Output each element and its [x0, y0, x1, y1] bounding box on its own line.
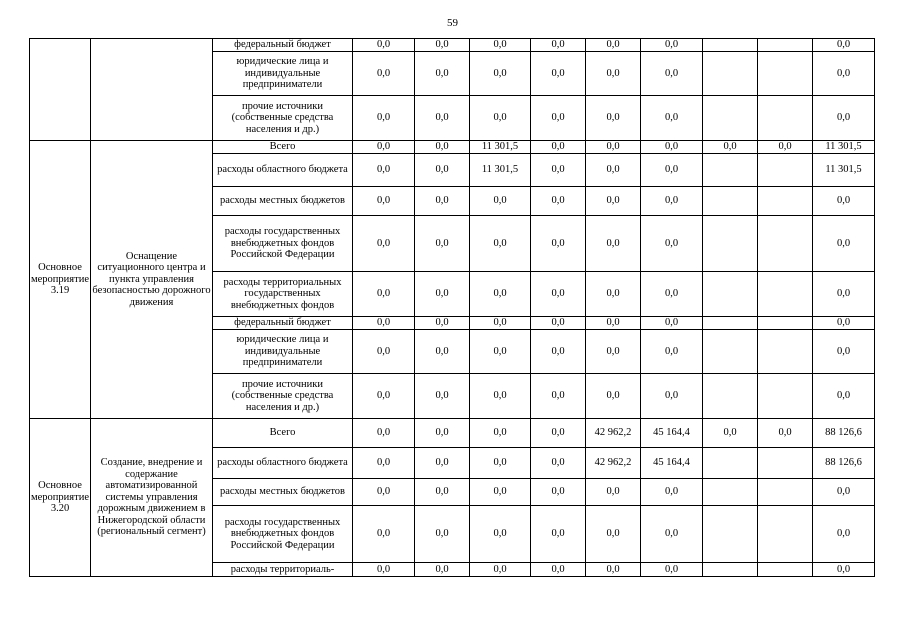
value-cell: 0,0 [586, 317, 641, 330]
value-cell: 0,0 [641, 374, 703, 419]
value-cell: 42 962,2 [586, 419, 641, 448]
value-cell: 0,0 [813, 330, 875, 374]
value-cell: 0,0 [531, 419, 586, 448]
value-cell [703, 317, 758, 330]
value-cell: 0,0 [531, 96, 586, 141]
value-cell [703, 272, 758, 317]
funding-source-cell: прочие источники (собственные средства населения и др.) [213, 96, 353, 141]
value-cell: 0,0 [415, 216, 470, 272]
value-cell: 42 962,2 [586, 448, 641, 479]
table-row [30, 39, 875, 52]
value-cell: 0,0 [641, 272, 703, 317]
value-cell: 0,0 [586, 330, 641, 374]
value-cell: 0,0 [353, 141, 415, 154]
value-cell: 0,0 [470, 187, 531, 216]
value-cell [703, 96, 758, 141]
value-cell: 0,0 [641, 317, 703, 330]
funding-source-cell: федеральный бюджет [213, 317, 353, 330]
funding-source-cell: расходы государственных внебюджетных фондов Российской Федерации [213, 216, 353, 272]
value-cell: 0,0 [353, 330, 415, 374]
value-cell: 0,0 [415, 272, 470, 317]
value-cell: 11 301,5 [813, 141, 875, 154]
funding-source-cell: федеральный бюджет [213, 39, 353, 52]
value-cell: 0,0 [415, 479, 470, 506]
value-cell: 0,0 [531, 187, 586, 216]
value-cell: 0,0 [531, 216, 586, 272]
value-cell: 0,0 [415, 563, 470, 577]
value-cell: 0,0 [813, 96, 875, 141]
value-cell: 0,0 [641, 506, 703, 563]
value-cell: 0,0 [586, 187, 641, 216]
value-cell [703, 448, 758, 479]
value-cell: 88 126,6 [813, 419, 875, 448]
value-cell: 0,0 [470, 96, 531, 141]
value-cell: 0,0 [813, 317, 875, 330]
value-cell: 0,0 [415, 154, 470, 187]
description-cell [91, 39, 213, 141]
value-cell: 0,0 [758, 141, 813, 154]
value-cell: 0,0 [415, 330, 470, 374]
event-cell: Основное мероприятие 3.20 [30, 419, 91, 577]
value-cell: 0,0 [470, 419, 531, 448]
value-cell: 0,0 [531, 479, 586, 506]
value-cell: 0,0 [586, 52, 641, 96]
value-cell: 0,0 [531, 154, 586, 187]
value-cell: 0,0 [586, 563, 641, 577]
value-cell [703, 39, 758, 52]
value-cell: 11 301,5 [813, 154, 875, 187]
value-cell: 0,0 [531, 374, 586, 419]
value-cell: 0,0 [415, 506, 470, 563]
value-cell: 0,0 [353, 96, 415, 141]
value-cell: 0,0 [531, 506, 586, 563]
value-cell: 0,0 [353, 506, 415, 563]
value-cell [703, 563, 758, 577]
value-cell: 0,0 [813, 479, 875, 506]
value-cell: 11 301,5 [470, 154, 531, 187]
table-row [30, 419, 875, 448]
value-cell [758, 216, 813, 272]
value-cell: 0,0 [353, 479, 415, 506]
value-cell [758, 330, 813, 374]
value-cell: 0,0 [470, 479, 531, 506]
value-cell: 0,0 [353, 154, 415, 187]
value-cell: 0,0 [586, 479, 641, 506]
value-cell [758, 39, 813, 52]
value-cell: 0,0 [586, 39, 641, 52]
value-cell: 0,0 [470, 563, 531, 577]
funding-source-cell: прочие источники (собственные средства населения и др.) [213, 374, 353, 419]
value-cell: 0,0 [470, 374, 531, 419]
value-cell [758, 272, 813, 317]
value-cell: 0,0 [641, 154, 703, 187]
funding-source-cell: расходы областного бюджета [213, 154, 353, 187]
funding-source-cell: юридические лица и индивидуальные предприниматели [213, 52, 353, 96]
funding-source-cell: расходы областного бюджета [213, 448, 353, 479]
value-cell: 45 164,4 [641, 419, 703, 448]
value-cell: 0,0 [415, 141, 470, 154]
value-cell: 0,0 [470, 216, 531, 272]
value-cell: 0,0 [415, 317, 470, 330]
value-cell: 0,0 [813, 506, 875, 563]
value-cell: 0,0 [813, 216, 875, 272]
value-cell: 0,0 [353, 317, 415, 330]
value-cell [758, 52, 813, 96]
value-cell [703, 506, 758, 563]
value-cell: 0,0 [586, 154, 641, 187]
value-cell: 0,0 [586, 216, 641, 272]
value-cell: 0,0 [353, 272, 415, 317]
value-cell: 0,0 [470, 39, 531, 52]
value-cell: 0,0 [641, 39, 703, 52]
value-cell: 0,0 [703, 141, 758, 154]
value-cell: 0,0 [415, 52, 470, 96]
value-cell: 0,0 [531, 272, 586, 317]
value-cell: 0,0 [813, 272, 875, 317]
value-cell: 0,0 [470, 52, 531, 96]
value-cell: 0,0 [531, 448, 586, 479]
value-cell: 0,0 [641, 479, 703, 506]
value-cell: 0,0 [586, 272, 641, 317]
description-cell: Оснащение ситуационного центра и пункта управления безопасностью дорожного движения [91, 141, 213, 419]
value-cell: 0,0 [813, 187, 875, 216]
value-cell: 0,0 [641, 52, 703, 96]
value-cell: 88 126,6 [813, 448, 875, 479]
value-cell: 0,0 [415, 448, 470, 479]
value-cell [703, 52, 758, 96]
value-cell: 0,0 [586, 96, 641, 141]
value-cell [703, 330, 758, 374]
value-cell [758, 96, 813, 141]
value-cell: 0,0 [415, 374, 470, 419]
value-cell: 0,0 [470, 448, 531, 479]
value-cell: 0,0 [353, 187, 415, 216]
value-cell: 0,0 [353, 563, 415, 577]
value-cell: 0,0 [415, 419, 470, 448]
value-cell: 11 301,5 [470, 141, 531, 154]
funding-source-cell: расходы местных бюджетов [213, 479, 353, 506]
value-cell: 0,0 [641, 216, 703, 272]
funding-source-cell: Всего [213, 419, 353, 448]
value-cell: 0,0 [703, 419, 758, 448]
value-cell [758, 317, 813, 330]
value-cell [758, 479, 813, 506]
funding-source-cell: юридические лица и индивидуальные предприниматели [213, 330, 353, 374]
event-cell [30, 39, 91, 141]
value-cell: 45 164,4 [641, 448, 703, 479]
value-cell: 0,0 [813, 52, 875, 96]
value-cell: 0,0 [415, 96, 470, 141]
page-number: 59 [447, 17, 458, 29]
value-cell: 0,0 [470, 272, 531, 317]
value-cell [703, 216, 758, 272]
table-row [30, 141, 875, 154]
value-cell: 0,0 [531, 39, 586, 52]
value-cell: 0,0 [470, 330, 531, 374]
value-cell: 0,0 [813, 563, 875, 577]
value-cell: 0,0 [415, 39, 470, 52]
value-cell [703, 187, 758, 216]
value-cell: 0,0 [641, 96, 703, 141]
value-cell: 0,0 [586, 141, 641, 154]
value-cell [758, 506, 813, 563]
event-cell: Основное мероприятие 3.19 [30, 141, 91, 419]
funding-source-cell: расходы территориальных государственных внебюджетных фондов [213, 272, 353, 317]
value-cell: 0,0 [641, 563, 703, 577]
funding-source-cell: расходы территориаль- [213, 563, 353, 577]
value-cell [758, 374, 813, 419]
budget-table [29, 38, 875, 577]
value-cell: 0,0 [586, 374, 641, 419]
description-cell: Создание, внедрение и содержание автоматизированной системы управления дорожным движением в Нижегородской области (региональный сегмент) [91, 419, 213, 577]
value-cell: 0,0 [531, 52, 586, 96]
value-cell: 0,0 [641, 187, 703, 216]
funding-source-cell: расходы государственных внебюджетных фондов Российской Федерации [213, 506, 353, 563]
value-cell: 0,0 [813, 374, 875, 419]
value-cell: 0,0 [470, 506, 531, 563]
value-cell [758, 563, 813, 577]
value-cell: 0,0 [531, 563, 586, 577]
value-cell [703, 154, 758, 187]
value-cell: 0,0 [415, 187, 470, 216]
value-cell: 0,0 [353, 419, 415, 448]
value-cell: 0,0 [353, 448, 415, 479]
value-cell: 0,0 [641, 330, 703, 374]
funding-source-cell: Всего [213, 141, 353, 154]
value-cell: 0,0 [758, 419, 813, 448]
value-cell: 0,0 [531, 330, 586, 374]
value-cell: 0,0 [641, 141, 703, 154]
value-cell: 0,0 [531, 317, 586, 330]
value-cell: 0,0 [353, 39, 415, 52]
funding-source-cell: расходы местных бюджетов [213, 187, 353, 216]
value-cell: 0,0 [353, 52, 415, 96]
value-cell [703, 374, 758, 419]
value-cell [758, 187, 813, 216]
value-cell: 0,0 [353, 216, 415, 272]
value-cell: 0,0 [813, 39, 875, 52]
value-cell [703, 479, 758, 506]
value-cell: 0,0 [586, 506, 641, 563]
value-cell [758, 448, 813, 479]
value-cell: 0,0 [353, 374, 415, 419]
value-cell [758, 154, 813, 187]
value-cell: 0,0 [531, 141, 586, 154]
value-cell: 0,0 [470, 317, 531, 330]
